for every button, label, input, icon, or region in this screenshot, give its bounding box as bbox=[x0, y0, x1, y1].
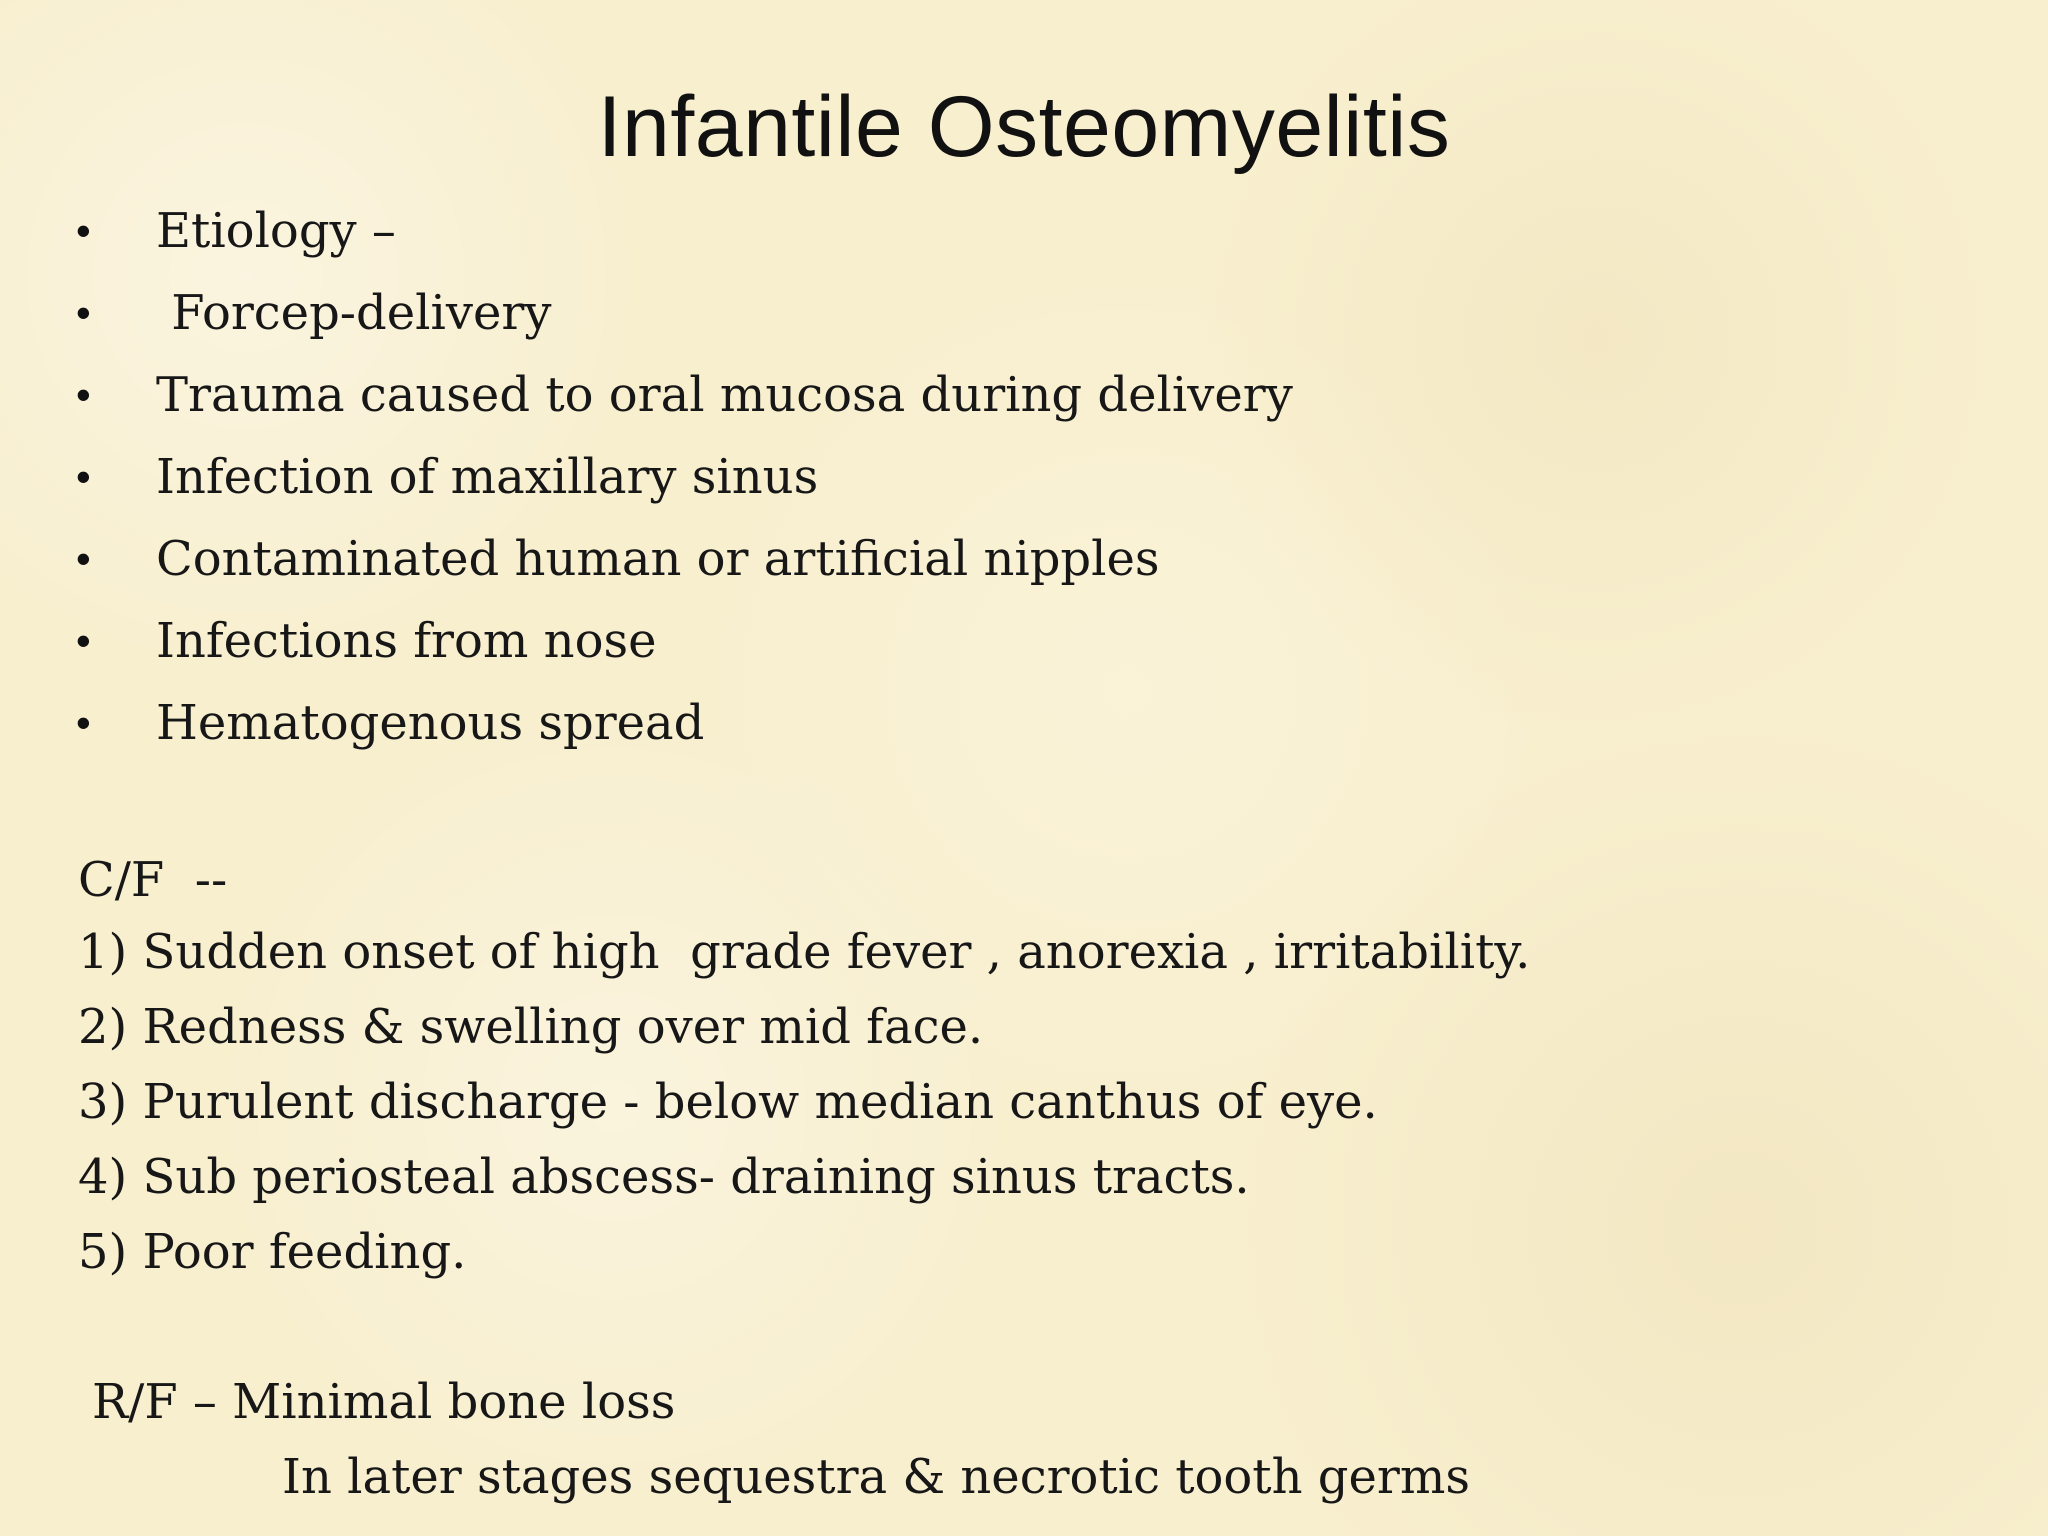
bullet-icon: • bbox=[76, 207, 91, 254]
bullet-text: Infections from nose bbox=[156, 613, 657, 669]
bullet-text: Infection of maxillary sinus bbox=[156, 449, 819, 505]
bullet-text: Hematogenous spread bbox=[156, 695, 705, 751]
clinical-features-list bbox=[78, 915, 1530, 1290]
clinical-feature-item: 5) Poor feeding. bbox=[78, 1224, 467, 1280]
radiographic-features-continuation: In later stages sequestra & necrotic tooth germs bbox=[282, 1449, 1470, 1505]
bullet-icon: • bbox=[76, 371, 91, 418]
bullet-text: Etiology – bbox=[156, 203, 396, 259]
bullet-icon: • bbox=[76, 535, 91, 582]
bullet-text: Contaminated human or artificial nipples bbox=[156, 531, 1160, 587]
bullet-icon: • bbox=[76, 453, 91, 500]
bullet-icon: • bbox=[76, 617, 91, 664]
bullet-item bbox=[76, 190, 1293, 272]
bullet-text: Forcep-delivery bbox=[156, 285, 552, 341]
bullet-item bbox=[76, 436, 1293, 518]
bullet-icon: • bbox=[76, 699, 91, 746]
slide-title: Infantile Osteomyelitis bbox=[597, 79, 1451, 175]
clinical-feature-item: 4) Sub periosteal abscess- draining sinus tracts. bbox=[78, 1149, 1250, 1205]
bullet-text: Trauma caused to oral mucosa during delivery bbox=[156, 367, 1293, 423]
clinical-features-heading: C/F -- bbox=[78, 852, 228, 908]
clinical-feature-item: 2) Redness & swelling over mid face. bbox=[78, 999, 984, 1055]
etiology-bullet-list bbox=[76, 190, 1293, 764]
clinical-feature-item: 1) Sudden onset of high grade fever , anorexia , irritability. bbox=[78, 924, 1531, 980]
bullet-item bbox=[76, 354, 1293, 436]
bullet-item bbox=[76, 272, 1293, 354]
bullet-item bbox=[76, 682, 1293, 764]
bullet-icon: • bbox=[76, 289, 91, 336]
bullet-item bbox=[76, 518, 1293, 600]
clinical-feature-item: 3) Purulent discharge - below median canthus of eye. bbox=[78, 1074, 1378, 1130]
bullet-item bbox=[76, 600, 1293, 682]
radiographic-features-line: R/F – Minimal bone loss bbox=[92, 1374, 676, 1430]
